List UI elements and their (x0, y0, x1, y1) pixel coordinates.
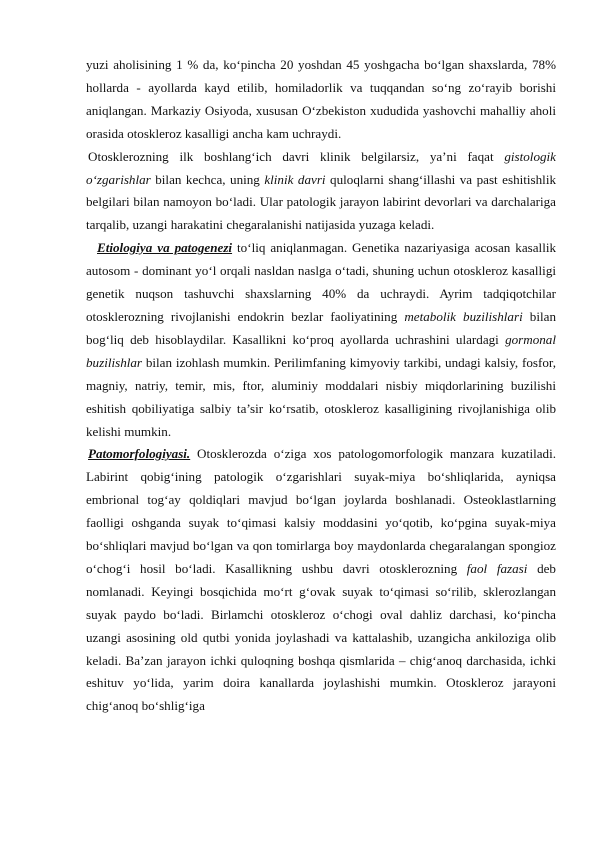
paragraph-text: bilan bog‘liq deb hisoblaydilar. Kasallikni ko‘proq ayollarda uchrashini ulardagi (86, 308, 556, 347)
emphasis-term: faol fazasi (466, 560, 528, 576)
paragraph-text: Otosklerozda o‘ziga xos patologomorfologik manzara kuzatiladi. Labirint qobig‘ining patologik o‘zgarishlari suyak-miya bo‘shliqlarida, ayniqsa embrional tog‘ay qoldiqlari mavjud bo‘lgan joylarda boshlanadi. Osteoklastlarning faolligi oshganda suyak to‘qimasi kalsiy moddasini yo‘qotib, ko‘pgina suyak-miya bo‘shliqlari mavjud bo‘lgan va qon tomirlarga boy maydonlarda chegaralangan spongioz o‘chog‘i hosil bo‘ladi. Kasallikning ushbu davri otosklerozning (86, 446, 556, 576)
paragraph-prevalence-text: yuzi aholisining 1 % da, ko‘pincha 20 yoshdan 45 yoshgacha bo‘lgan shaxslarda, 78% hollarda - ayollarda kayd etilib, homiladorlik va tuqqandan so‘ng zo‘rayib borishi aniqlangan. Markaziy Osiyoda, xususan O‘zbekiston xududida yashovchi mahalliy aholi orasida otoskleroz kasalligi ancha kam uchraydi. (86, 57, 556, 141)
emphasis-term: gistologik o‘zgarishlar (86, 148, 556, 187)
paragraph-text: bilan izohlash mumkin. Perilimfaning kimyoviy tarkibi, undagi kalsiy, fosfor, magniy, natriy, temir, mis, ftor, aluminiy moddalari nisbiy miqdorlarining buzilishi eshitish qobiliyatiga salbiy ta’sir ko‘rsatib, otoskleroz kasalligining rivojlanishiga olib kelishi mumkin. (86, 354, 556, 439)
paragraph-clinical-stages (86, 146, 556, 238)
paragraph-text: quloqlarni shang‘illashi va past eshitishlik belgilari bilan namoyon bo‘ladi. Ular patologik jarayon labirint devorlari va darchalariga tarqalib, uzangi harakatini chegaralanishi natijasida yuzaga keladi. (86, 171, 557, 233)
paragraph-prevalence (86, 54, 556, 146)
paragraph-text: deb nomlanadi. Keyingi bosqichida mo‘rt g‘ovak suyak to‘qimasi so‘rilib, sklerozlangan suyak paydo bo‘ladi. Birlamchi otoskleroz o‘chogi oval dahliz darchasi, ko‘pincha uzangi asosining old qutbi yonida joylashadi va kattalashib, uzangicha ankiloziga olib keladi. Ba’zan jarayon ichki quloqning boshqa qismlarida – chig‘anoq darchasida, ichki eshituv yo‘lida, yarim doira kanallarda joylashishi mumkin. Otoskleroz jarayoni chig‘anoq bo‘shlig‘iga (86, 560, 556, 714)
emphasis-term: klinik davri (264, 171, 326, 187)
section-heading-etiology: Etiologiya va patogenezi (97, 240, 233, 256)
paragraph-etiology (86, 237, 556, 443)
document-page (86, 54, 556, 718)
emphasis-term: gormonal buzilishlar (86, 331, 556, 370)
paragraph-text: to‘liq aniqlanmagan. Genetika nazariyasiga acosan kasallik autosom - dominant yo‘l orqali nasldan naslga o‘tadi, shuning uchun otoskleroz kasalligi genetik nuqson tashuvchi shaxslarning 40% da uchraydi. Ayrim tadqiqotchilar otosklerozning rivojlanishi endokrin bezlar faoliyatining (86, 240, 557, 324)
paragraph-pathomorphology (86, 443, 556, 718)
paragraph-text: Otosklerozning ilk boshlang‘ich davri klinik belgilarsiz, ya’ni faqat (88, 148, 505, 164)
emphasis-term: metabolik buzilishlari (404, 308, 523, 324)
section-heading-pathomorphology: Patomorfologiyasi. (88, 446, 191, 462)
paragraph-text: bilan kechca, uning (150, 171, 265, 187)
